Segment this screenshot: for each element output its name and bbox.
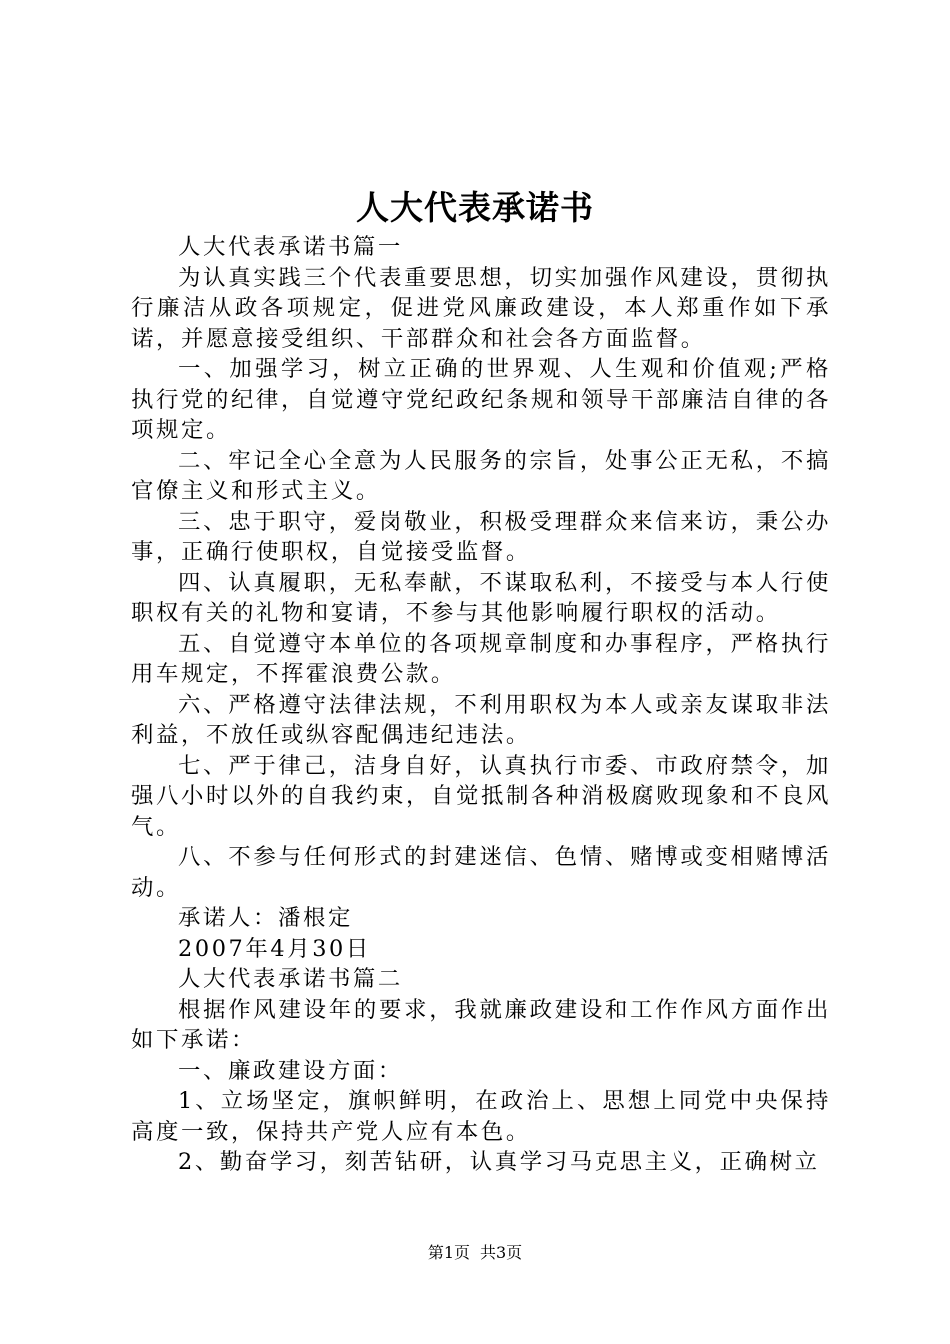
section-heading: 人大代表承诺书篇二 (178, 966, 403, 992)
paragraph: 七、严于律己，洁身自好，认真执行市委、市政府禁令，加强八小时以外的自我约束，自觉抵制各种消极腐败现象和不良风气。 (131, 752, 831, 840)
page-number: 第1页 (427, 1243, 470, 1262)
paragraph: 四、认真履职，无私奉献，不谋取私利，不接受与本人行使职权有关的礼物和宴请，不参与其他影响履行职权的活动。 (131, 569, 831, 626)
document-body (131, 232, 831, 1178)
paragraph: 三、忠于职守，爱岗敬业，积极受理群众来信来访，秉公办事，正确行使职权，自觉接受监督。 (131, 508, 831, 565)
paragraph: 根据作风建设年的要求，我就廉政建设和工作作风方面作出如下承诺： (131, 996, 831, 1053)
paragraph: 人大代表承诺书篇一 (178, 234, 403, 260)
date-line: 2007年4月30日 (178, 935, 371, 962)
document-title: 人大代表承诺书 (356, 188, 594, 227)
page-footer (0, 1242, 950, 1264)
signature-line: 承诺人：潘根定 (178, 905, 353, 931)
paragraph: 2、勤奋学习，刻苦钻研，认真学习马克思主义，正确树立 (178, 1149, 820, 1175)
paragraph: 一、廉政建设方面： (178, 1057, 403, 1084)
paragraph: 二、牢记全心全意为人民服务的宗旨，处事公正无私，不搞官僚主义和形式主义。 (131, 447, 831, 504)
paragraph: 六、严格遵守法律法规，不利用职权为本人或亲友谋取非法利益，不放任或纵容配偶违纪违法。 (131, 691, 831, 748)
paragraph: 一、加强学习，树立正确的世界观、人生观和价值观;严格执行党的纪律，自觉遵守党纪政纪条规和领导干部廉洁自律的各项规定。 (131, 356, 831, 443)
paragraph: 八、不参与任何形式的封建迷信、色情、赌博或变相赌博活动。 (131, 844, 831, 901)
page-total: 共3页 (480, 1243, 523, 1262)
paragraph: 为认真实践三个代表重要思想，切实加强作风建设，贯彻执行廉洁从政各项规定，促进党风廉政建设，本人郑重作如下承诺，并愿意接受组织、干部群众和社会各方面监督。 (131, 264, 831, 352)
paragraph: 1、立场坚定，旗帜鲜明，在政治上、思想上同党中央保持高度一致，保持共产党人应有本色。 (131, 1088, 831, 1145)
paragraph: 五、自觉遵守本单位的各项规章制度和办事程序，严格执行用车规定，不挥霍浪费公款。 (131, 630, 831, 687)
